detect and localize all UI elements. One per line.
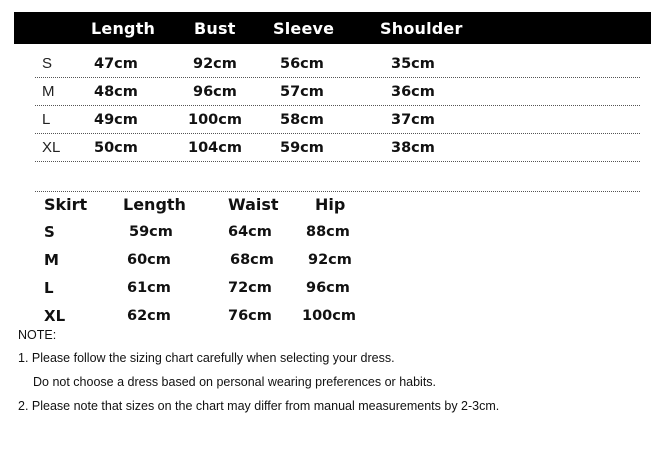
cell-length: 47cm [94, 56, 138, 72]
skirt-header-skirt: Skirt [44, 195, 88, 214]
header-length: Length [91, 19, 156, 38]
note-line-2: 2. Please note that sizes on the chart may differ from manual measurements by 2-3cm. [18, 399, 500, 413]
cell-shoulder: 36cm [391, 84, 435, 100]
skirt-cell-hip: 96cm [306, 280, 350, 296]
cell-shoulder: 37cm [391, 112, 435, 128]
header-sleeve: Sleeve [273, 19, 335, 38]
cell-sleeve: 58cm [280, 112, 324, 128]
cell-bust: 92cm [193, 56, 237, 72]
skirt-header-hip: Hip [315, 195, 346, 214]
skirt-cell-hip: 92cm [308, 252, 352, 268]
skirt-row-size: XL [44, 307, 66, 325]
skirt-header-length: Length [123, 195, 186, 214]
skirt-cell-waist: 76cm [228, 308, 272, 324]
row-divider [35, 105, 640, 106]
skirt-cell-hip: 100cm [302, 308, 356, 324]
skirt-cell-length: 62cm [127, 308, 171, 324]
skirt-cell-length: 60cm [127, 252, 171, 268]
note-line-1: 1. Please follow the sizing chart carefully when selecting your dress. [18, 351, 395, 365]
skirt-header-waist: Waist [228, 195, 279, 214]
cell-shoulder: 38cm [391, 140, 435, 156]
row-divider [35, 161, 640, 162]
skirt-row-size: M [44, 251, 59, 269]
cell-bust: 96cm [193, 84, 237, 100]
skirt-row-size: L [44, 279, 54, 297]
row-size-label: S [42, 55, 53, 72]
row-size-label: L [42, 111, 51, 128]
row-divider [35, 77, 640, 78]
row-divider [35, 133, 640, 134]
cell-length: 50cm [94, 140, 138, 156]
row-size-label: XL [42, 139, 61, 156]
skirt-cell-waist: 64cm [228, 224, 272, 240]
skirt-cell-waist: 72cm [228, 280, 272, 296]
skirt-cell-hip: 88cm [306, 224, 350, 240]
header-shoulder: Shoulder [380, 19, 463, 38]
cell-bust: 100cm [188, 112, 242, 128]
skirt-cell-length: 59cm [129, 224, 173, 240]
note-line-1b: Do not choose a dress based on personal wearing preferences or habits. [33, 375, 437, 389]
cell-length: 48cm [94, 84, 138, 100]
skirt-cell-waist: 68cm [230, 252, 274, 268]
skirt-row-size: S [44, 223, 55, 241]
cell-sleeve: 59cm [280, 140, 324, 156]
cell-sleeve: 57cm [280, 84, 324, 100]
cell-shoulder: 35cm [391, 56, 435, 72]
cell-sleeve: 56cm [280, 56, 324, 72]
row-size-label: M [42, 83, 55, 100]
header-bust: Bust [194, 19, 236, 38]
skirt-cell-length: 61cm [127, 280, 171, 296]
cell-bust: 104cm [188, 140, 242, 156]
note-title: NOTE: [18, 328, 57, 342]
section-divider [35, 191, 640, 192]
cell-length: 49cm [94, 112, 138, 128]
